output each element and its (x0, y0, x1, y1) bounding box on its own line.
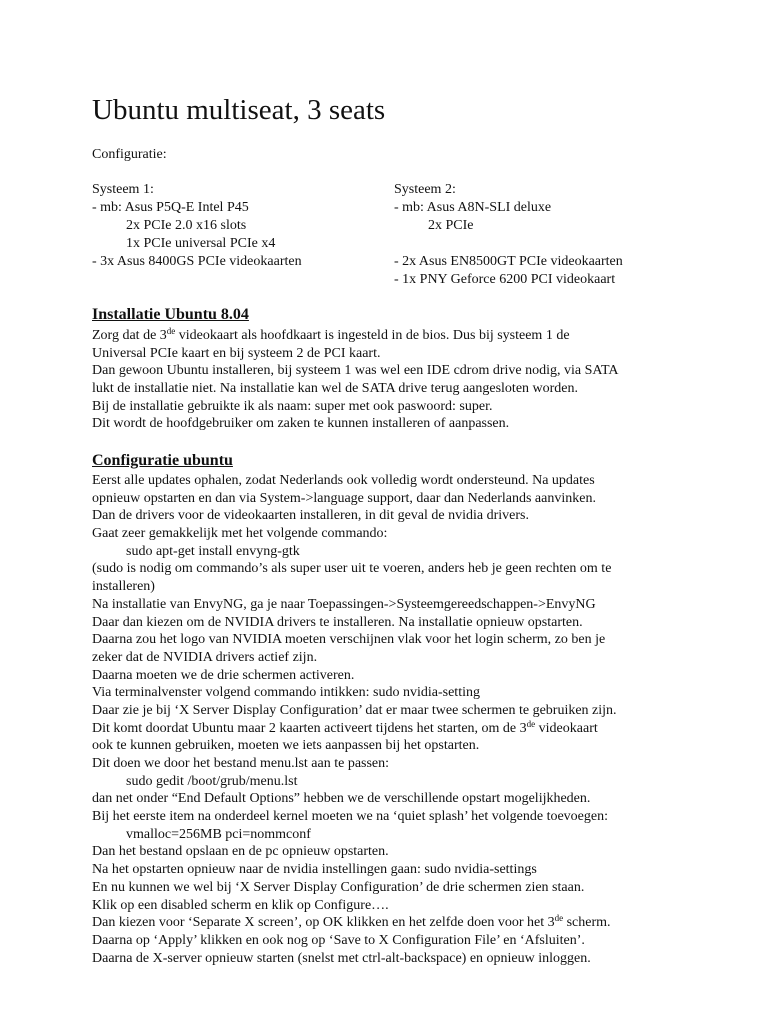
config-line: Daar zie je bij ‘X Server Display Configuration’ dat er maar twee schermen te gebruiken zijn. (92, 702, 617, 718)
command-line: sudo apt-get install envyng-gtk (126, 543, 300, 559)
config-line: dan net onder “End Default Options” hebben we de verschillende opstart mogelijkheden. (92, 791, 591, 807)
install-line: Bij de installatie gebruikte ik als naam: super met ook paswoord: super. (92, 398, 493, 414)
command-line: vmalloc=256MB pci=nommconf (126, 826, 311, 842)
system1-line: - mb: Asus P5Q-E Intel P45 (92, 200, 249, 215)
install-line: Dan gewoon Ubuntu installeren, bij systeem 1 was wel een IDE cdrom drive nodig, via SATA (92, 363, 619, 379)
system1-block (92, 181, 302, 271)
config-line: Na het opstarten opnieuw naar de nvidia instellingen gaan: sudo nvidia-settings (92, 862, 537, 878)
config-line: Gaat zeer gemakkelijk met het volgende commando: (92, 526, 388, 542)
system1-line: 2x PCIe 2.0 x16 slots (126, 218, 247, 233)
system2-line (394, 235, 623, 253)
configuration-label: Configuratie: (92, 147, 167, 162)
config-line: Na installatie van EnvyNG, ga je naar Toepassingen->Systeemgereedschappen->EnvyNG (92, 596, 596, 612)
config-line: ook te kunnen gebruiken, moeten we iets aanpassen bij het opstarten. (92, 738, 480, 754)
config-line: Daarna op ‘Apply’ klikken en ook nog op ‘Save to X Configuration File’ en ‘Afsluiten’. (92, 932, 585, 948)
config-line: Dit komt doordat Ubuntu maar 2 kaarten activeert tijdens het starten, om de 3de videokaart (92, 718, 598, 736)
config-line: Klik op een disabled scherm en klik op Configure…. (92, 897, 389, 913)
config-line: Dan de drivers voor de videokaarten installeren, in dit geval de nvidia drivers. (92, 508, 529, 524)
system1-line: 1x PCIe universal PCIe x4 (126, 236, 276, 251)
system1-line: - 3x Asus 8400GS PCIe videokaarten (92, 254, 302, 269)
system2-line: - 1x PNY Geforce 6200 PCI videokaart (394, 272, 616, 287)
config-line: Dan kiezen voor ‘Separate X screen’, op OK klikken en het zelfde doen voor het 3de scherm. (92, 913, 611, 931)
config-line: installeren) (92, 579, 155, 595)
config-section (92, 472, 617, 967)
config-line: En nu kunnen we wel bij ‘X Server Display Configuration’ de drie schermen zien staan. (92, 879, 585, 895)
system2-block (394, 181, 623, 289)
install-line: Universal PCIe kaart en bij systeem 2 de PCI kaart. (92, 345, 381, 361)
config-line: Eerst alle updates ophalen, zodat Nederlands ook volledig wordt ondersteund. Na updates (92, 473, 595, 488)
config-line: opnieuw opstarten en dan via System->language support, daar dan Nederlands aanvinken. (92, 490, 596, 506)
install-line: Zorg dat de 3de videokaart als hoofdkaart is ingesteld in de bios. Dus bij systeem 1 de (92, 326, 570, 343)
system2-line: 2x PCIe (428, 218, 474, 233)
page-title: Ubuntu multiseat, 3 seats (92, 94, 386, 126)
install-line: lukt de installatie niet. Na installatie kan wel de SATA drive terug aangesloten worden. (92, 381, 579, 397)
config-line: Daarna moeten we de drie schermen activeren. (92, 667, 355, 683)
config-heading: Configuratie ubuntu (92, 452, 233, 469)
system2-heading: Systeem 2: (394, 182, 456, 197)
install-heading: Installatie Ubuntu 8.04 (92, 306, 249, 323)
config-line: Bij het eerste item na onderdeel kernel moeten we na ‘quiet splash’ het volgende toevoegen: (92, 809, 608, 825)
system2-line: - 2x Asus EN8500GT PCIe videokaarten (394, 254, 623, 269)
config-line: Daarna de X-server opnieuw starten (snelst met ctrl-alt-backspace) en opnieuw inloggen. (92, 950, 591, 966)
config-line: Daarna zou het logo van NVIDIA moeten verschijnen vlak voor het login scherm, zo ben je (92, 632, 606, 648)
install-section (92, 327, 619, 433)
system2-line: - mb: Asus A8N-SLI deluxe (394, 200, 552, 215)
command-line: sudo gedit /boot/grub/menu.lst (126, 773, 298, 789)
config-line: (sudo is nodig om commando’s als super user uit te voeren, anders heb je geen rechten om te (92, 561, 612, 577)
system1-heading: Systeem 1: (92, 182, 154, 197)
install-line: Dit wordt de hoofdgebruiker om zaken te kunnen installeren of aanpassen. (92, 416, 510, 432)
config-line: Daar dan kiezen om de NVIDIA drivers te installeren. Na installatie opnieuw opstarten. (92, 614, 583, 630)
config-line: zeker dat de NVIDIA drivers actief zijn. (92, 649, 318, 665)
config-line: Dan het bestand opslaan en de pc opnieuw opstarten. (92, 844, 389, 860)
config-line: Dit doen we door het bestand menu.lst aan te passen: (92, 756, 390, 771)
config-line: Via terminalvenster volgend commando intikken: sudo nvidia-setting (92, 685, 480, 701)
